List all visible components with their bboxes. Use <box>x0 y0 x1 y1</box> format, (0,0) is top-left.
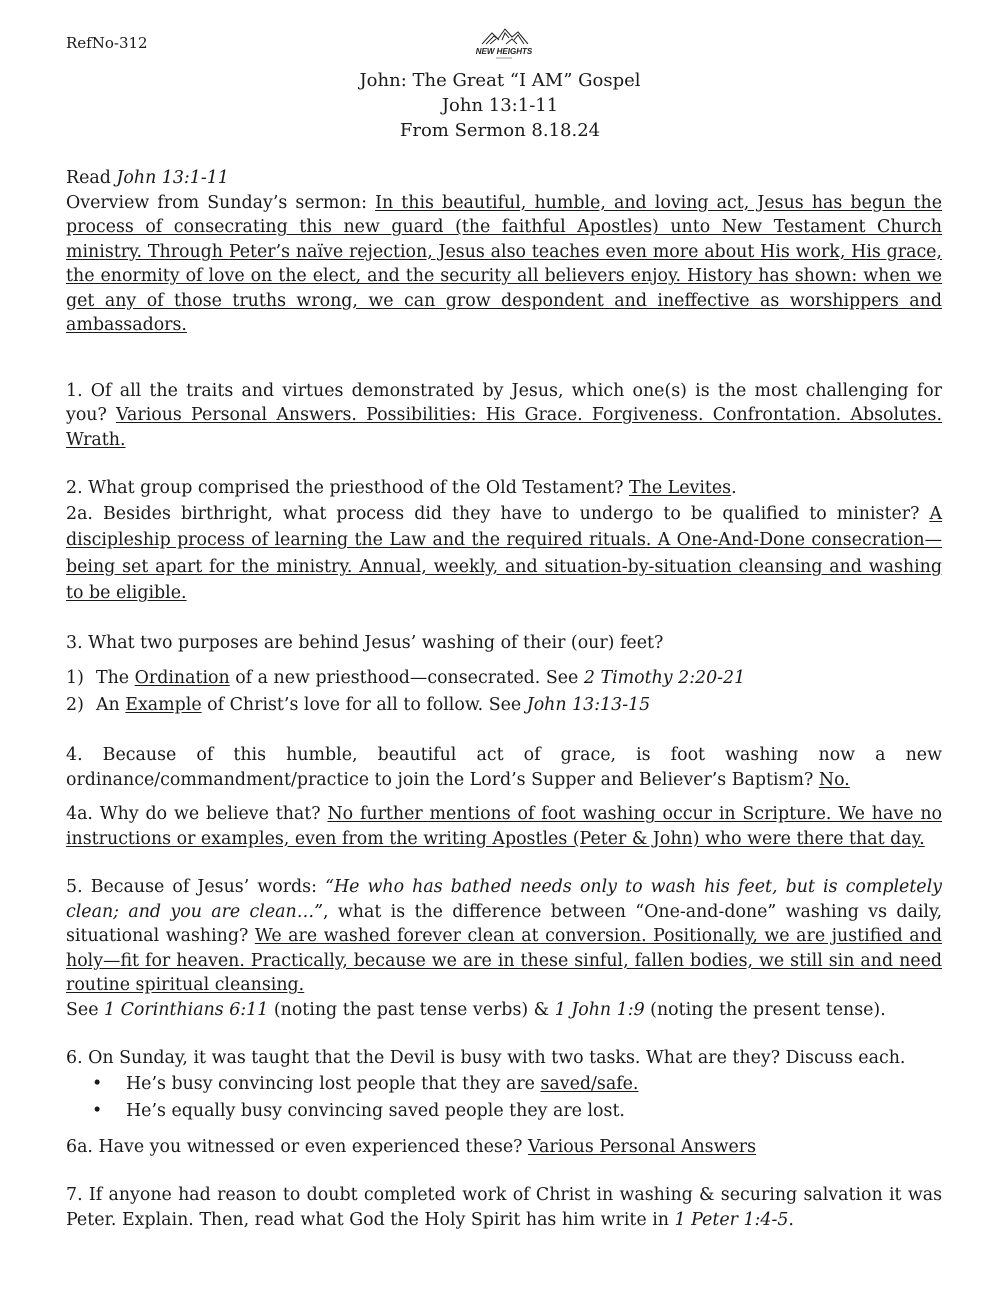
question-5-references: See 1 Corinthians 6:11 (noting the past tense verbs) & 1 John 1:9 (noting the present tense). <box>66 999 886 1020</box>
read-reference: John 13:1-11 <box>116 168 229 188</box>
page-title: John: The Great “I AM” Gospel <box>359 70 641 91</box>
reference-corinthians: 1 Corinthians 6:11 <box>104 999 269 1020</box>
document-header <box>0 68 1000 143</box>
purpose-reference-2: John 13:13-15 <box>526 695 651 715</box>
sermon-date: From Sermon 8.18.24 <box>399 120 601 141</box>
bullet-icon: • <box>92 1073 103 1094</box>
overview-text: In this beautiful, humble, and loving act, Jesus has begun the process of consecrating this new guard (the faithful Apostles) unto New Testament Church ministry. Through Peter’s naïve rejection, Jesus also teaches even more about His work, His grace, the enormity of love on the elect, and the security all believers enjoy. History has shown: when we get any of those truths wrong, we can grow despondent and ineffective as worshippers and ambassadors. <box>66 192 942 335</box>
answer-4: No. <box>818 769 850 790</box>
bullet-item-1: • He’s busy convincing lost people that they are saved/safe. <box>66 1071 942 1098</box>
purpose-item-1: 1) The Ordination of a new priesthood—consecrated. See 2 Timothy 2:20-21 <box>66 668 746 688</box>
question-6: 6. On Sunday, it was taught that the Devil is busy with two tasks. What are they? Discuss each. <box>66 1048 906 1068</box>
question-4: 4. Because of this humble, beautiful act of grace, is foot washing now a new ordinance/commandment/practice to join the Lord’s Supper and Believer’s Baptism? No. <box>66 745 942 790</box>
bullet-item-2: • He’s equally busy convincing saved people they are lost. <box>66 1098 942 1125</box>
question-2: 2. What group comprised the priesthood of the Old Testament? The Levites. <box>66 478 737 498</box>
study-content <box>66 166 942 1232</box>
question-3: 3. What two purposes are behind Jesus’ washing of their (our) feet? <box>66 632 664 653</box>
question-4a: 4a. Why do we believe that? No further mentions of foot washing occur in Scripture. We have no instructions or examples, even from the writing Apostles (Peter & John) who were there that day. <box>66 804 942 849</box>
question-1: 1. Of all the traits and virtues demonstrated by Jesus, which one(s) is the most challenging for you? Various Personal Answers. Possibilities: His Grace. Forgiveness. Confrontation. Absolutes. Wrath. <box>66 380 943 450</box>
answer-4a: No further mentions of foot washing occur in Scripture. We have no instructions or examples, even from the writing Apostles (Peter & John) who were there that day. <box>66 804 942 849</box>
read-line: Read John 13:1-11 <box>66 168 229 188</box>
answer-6a: Various Personal Answers <box>528 1136 757 1157</box>
answer-1: Various Personal Answers. Possibilities: His Grace. Forgiveness. Confrontation. Absolutes. Wrath. <box>66 405 943 450</box>
purpose-key-2: Example <box>125 695 202 715</box>
purpose-reference-1: 2 Timothy 2:20-21 <box>583 668 746 688</box>
question-6a: 6a. Have you witnessed or even experienced these? Various Personal Answers <box>66 1136 757 1157</box>
question-7: 7. If anyone had reason to doubt completed work of Christ in washing & securing salvation it was Peter. Explain. Then, read what God the Holy Spirit has him write in 1 Peter 1:4-5. <box>66 1185 942 1230</box>
answer-2a: A discipleship process of learning the Law and the required rituals. A One-And-Done consecration—being set apart for the ministry. Annual, weekly, and situation-by-situation cleansing and washing to be eligible. <box>66 503 942 603</box>
bullet-answer-1: saved/safe. <box>540 1073 639 1094</box>
reference-number: RefNo-312 <box>66 34 148 52</box>
scripture-passage: John 13:1-11 <box>441 95 559 116</box>
answer-5: We are washed forever clean at conversion. Positionally, we are justified and holy—fit for heaven. Practically, because we are in these sinful, fallen bodies, we still sin and need routine spiritual cleansing. <box>66 926 942 995</box>
bullet-icon: • <box>92 1100 103 1121</box>
overview-paragraph: Overview from Sunday’s sermon: In this beautiful, humble, and loving act, Jesus has begun the process of consecrating this new guard (the faithful Apostles) unto New Testament Church ministry. Through Peter’s naïve rejection, Jesus also teaches even more about His work, His grace, the enormity of love on the elect, and the security all believers enjoy. History has shown: when we get any of those truths wrong, we can grow despondent and ineffective as worshippers and ambassadors. <box>66 192 942 335</box>
reference-peter: 1 Peter 1:4-5 <box>674 1209 789 1230</box>
jesus-quote: “He who has bathed needs only to wash his feet, but is completely clean; and you are clean…” <box>66 877 942 922</box>
question-2a: 2a. Besides birthright, what process did they have to undergo to be qualified to minister? A discipleship process of learning the Law and the required rituals. A One-And-Done consecration—being set apart for the ministry. Annual, weekly, and situation-by-situation cleansing and washing to be eligible. <box>66 503 942 603</box>
purpose-item-2: 2) An Example of Christ’s love for all to follow. See John 13:13-15 <box>66 695 651 715</box>
svg-text:NEW HEIGHTS: NEW HEIGHTS <box>475 47 533 56</box>
answer-2: The Levites <box>629 478 732 498</box>
church-logo <box>468 24 540 64</box>
question-5: 5. Because of Jesus’ words: “He who has bathed needs only to wash his feet, but is completely clean; and you are clean…”, what is the difference between “One-and-done” washing vs daily, situational washing? We are washed forever clean at conversion. Positionally, we are justified and holy—fit for heaven. Practically, because we are in these sinful, fallen bodies, we still sin and need routine spiritual cleansing. <box>66 877 943 995</box>
purpose-key-1: Ordination <box>134 668 230 688</box>
reference-john: 1 John 1:9 <box>554 999 645 1020</box>
